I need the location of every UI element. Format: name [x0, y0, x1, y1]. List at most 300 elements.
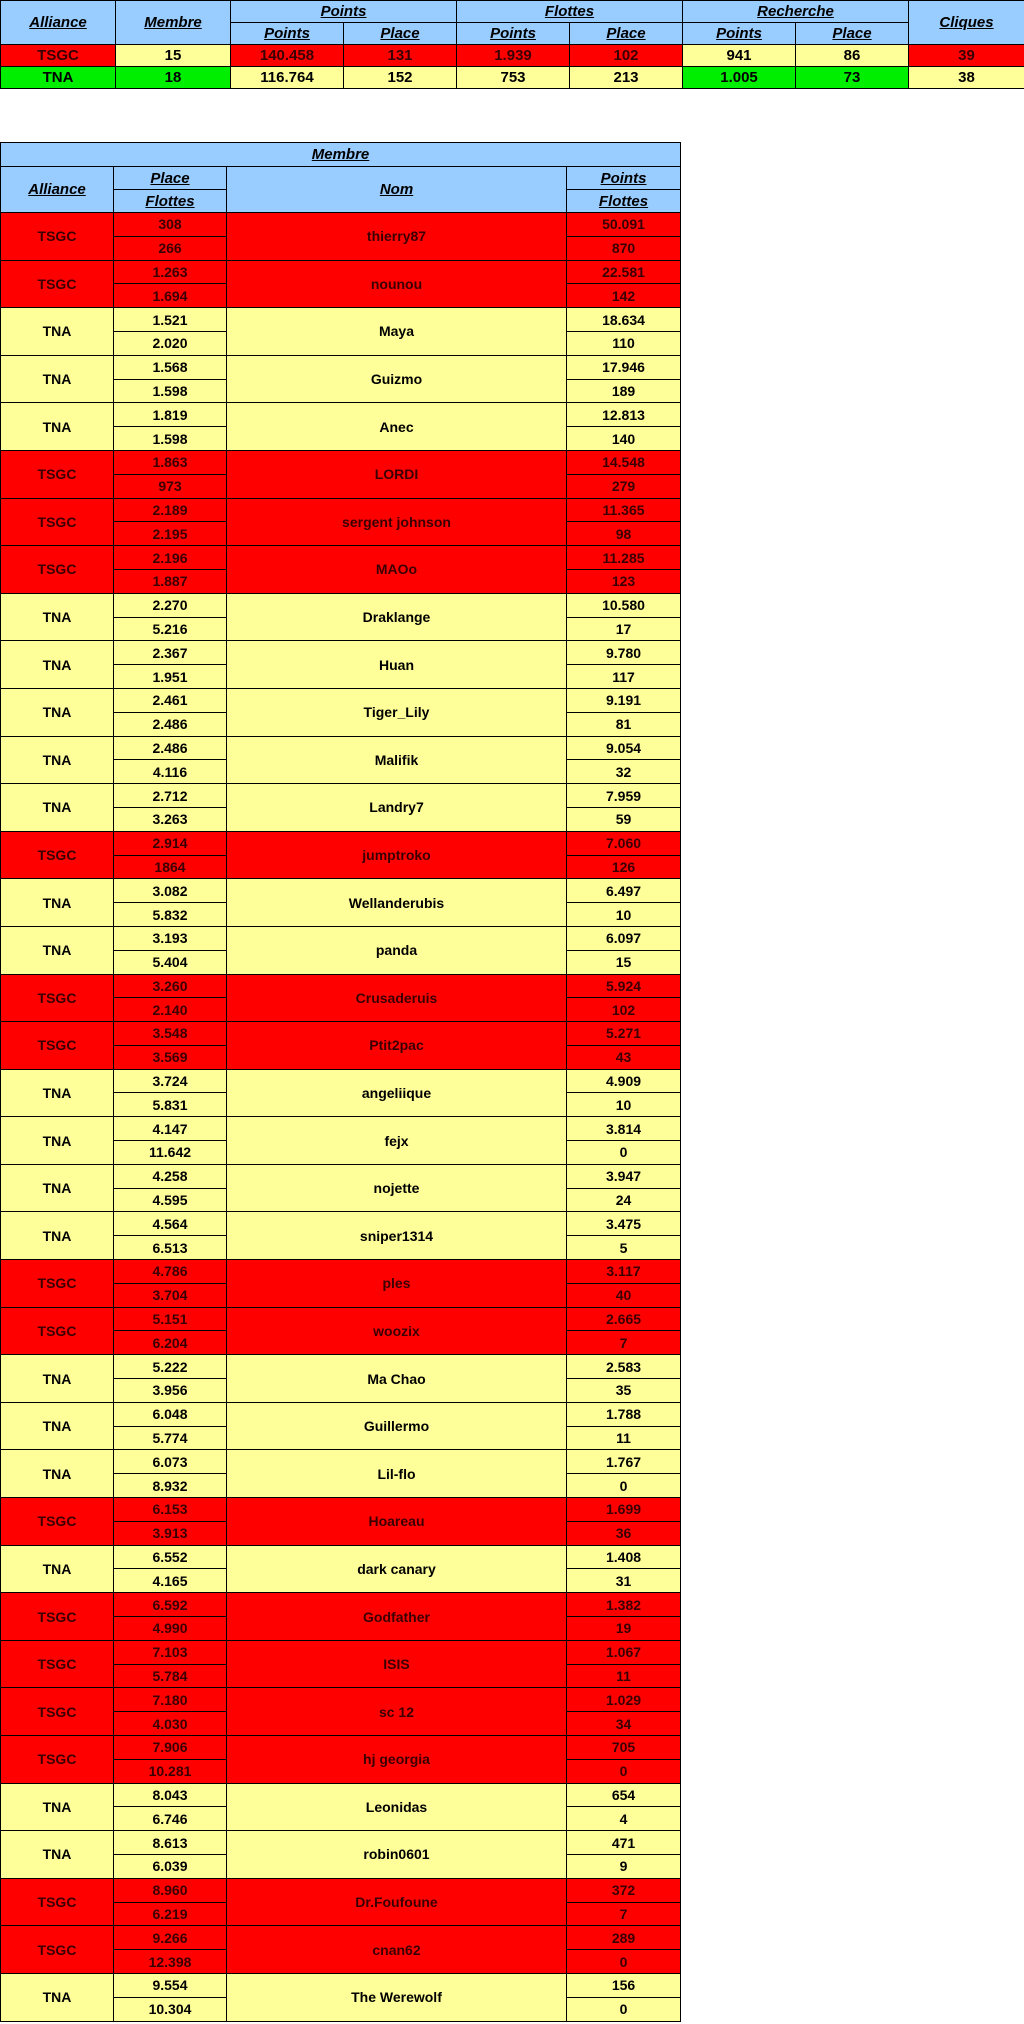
- member-alliance: TNA: [1, 879, 114, 927]
- member-name: nojette: [227, 1164, 567, 1212]
- member-alliance: TSGC: [1, 1640, 114, 1688]
- member-alliance: TNA: [1, 403, 114, 451]
- member-alliance: TSGC: [1, 974, 114, 1022]
- member-row: [1, 1022, 681, 1046]
- member-flottes-place: 10.281: [114, 1759, 227, 1783]
- member-points: 1.067: [567, 1640, 681, 1664]
- member-row: [1, 1926, 681, 1950]
- summary-header-membre: Membre: [116, 1, 231, 45]
- summary-recherche-place: 86: [796, 45, 909, 67]
- member-name: nounou: [227, 260, 567, 308]
- member-flottes-place: 3.704: [114, 1283, 227, 1307]
- member-points: 4.909: [567, 1069, 681, 1093]
- members-header-flottes-right: Flottes: [567, 190, 681, 213]
- member-place: 9.266: [114, 1926, 227, 1950]
- member-place: 6.552: [114, 1545, 227, 1569]
- member-flottes: 0: [567, 1141, 681, 1165]
- member-flottes: 142: [567, 284, 681, 308]
- member-alliance: TNA: [1, 736, 114, 784]
- member-points: 7.060: [567, 831, 681, 855]
- member-row: [1, 403, 681, 427]
- member-row: [1, 831, 681, 855]
- member-flottes-place: 2.486: [114, 712, 227, 736]
- member-place: 2.486: [114, 736, 227, 760]
- member-points: 471: [567, 1831, 681, 1855]
- members-header-flottes: Flottes: [114, 190, 227, 213]
- summary-header-points: Points: [231, 1, 457, 23]
- member-row: [1, 1260, 681, 1284]
- summary-alliance: TSGC: [1, 45, 116, 67]
- member-alliance: TNA: [1, 1212, 114, 1260]
- member-name: Landry7: [227, 784, 567, 832]
- member-points: 18.634: [567, 308, 681, 332]
- member-points: 2.583: [567, 1355, 681, 1379]
- member-name: The Werewolf: [227, 1973, 567, 2021]
- member-flottes-place: 2.195: [114, 522, 227, 546]
- member-name: Leonidas: [227, 1783, 567, 1831]
- member-flottes-place: 1.598: [114, 379, 227, 403]
- member-place: 2.270: [114, 593, 227, 617]
- member-place: 1.263: [114, 260, 227, 284]
- member-alliance: TSGC: [1, 1593, 114, 1641]
- member-place: 5.222: [114, 1355, 227, 1379]
- member-alliance: TSGC: [1, 1022, 114, 1070]
- summary-subheader-points: Points: [231, 23, 344, 45]
- member-points: 9.054: [567, 736, 681, 760]
- summary-flottes: 1.939: [457, 45, 570, 67]
- member-alliance: TNA: [1, 1450, 114, 1498]
- member-flottes: 34: [567, 1712, 681, 1736]
- member-flottes: 36: [567, 1521, 681, 1545]
- summary-recherche: 1.005: [683, 67, 796, 89]
- member-name: Draklange: [227, 593, 567, 641]
- member-points: 17.946: [567, 355, 681, 379]
- member-flottes: 110: [567, 331, 681, 355]
- member-place: 8.613: [114, 1831, 227, 1855]
- member-alliance: TSGC: [1, 831, 114, 879]
- member-flottes: 7: [567, 1331, 681, 1355]
- summary-flottes-place: 213: [570, 67, 683, 89]
- member-flottes-place: 1864: [114, 855, 227, 879]
- member-points: 1.788: [567, 1402, 681, 1426]
- member-flottes: 24: [567, 1188, 681, 1212]
- member-alliance: TSGC: [1, 1307, 114, 1355]
- summary-row-tna: [1, 67, 1024, 89]
- member-row: [1, 1640, 681, 1664]
- member-place: 8.043: [114, 1783, 227, 1807]
- member-flottes-place: 11.642: [114, 1141, 227, 1165]
- member-place: 3.260: [114, 974, 227, 998]
- member-alliance: TNA: [1, 784, 114, 832]
- member-place: 7.906: [114, 1736, 227, 1760]
- member-points: 11.285: [567, 546, 681, 570]
- summary-flottes-place: 102: [570, 45, 683, 67]
- member-flottes-place: 6.219: [114, 1902, 227, 1926]
- member-points: 3.117: [567, 1260, 681, 1284]
- summary-recherche: 941: [683, 45, 796, 67]
- member-alliance: TNA: [1, 688, 114, 736]
- member-points: 12.813: [567, 403, 681, 427]
- member-flottes: 31: [567, 1569, 681, 1593]
- member-alliance: TNA: [1, 1164, 114, 1212]
- member-flottes-place: 3.263: [114, 807, 227, 831]
- member-flottes: 11: [567, 1664, 681, 1688]
- member-name: Ptit2pac: [227, 1022, 567, 1070]
- member-row: [1, 1973, 681, 1997]
- member-place: 2.196: [114, 546, 227, 570]
- member-flottes: 17: [567, 617, 681, 641]
- member-points: 5.924: [567, 974, 681, 998]
- member-name: ples: [227, 1260, 567, 1308]
- member-place: 2.461: [114, 688, 227, 712]
- member-place: 4.564: [114, 1212, 227, 1236]
- member-name: Crusaderuis: [227, 974, 567, 1022]
- summary-subheader-points: Points: [683, 23, 796, 45]
- member-alliance: TNA: [1, 1069, 114, 1117]
- summary-points: 116.764: [231, 67, 344, 89]
- member-points: 7.959: [567, 784, 681, 808]
- member-flottes: 140: [567, 427, 681, 451]
- member-flottes: 117: [567, 665, 681, 689]
- member-flottes-place: 5.831: [114, 1093, 227, 1117]
- member-place: 4.258: [114, 1164, 227, 1188]
- member-name: Wellanderubis: [227, 879, 567, 927]
- member-place: 4.786: [114, 1260, 227, 1284]
- member-row: [1, 308, 681, 332]
- member-name: jumptroko: [227, 831, 567, 879]
- member-points: 22.581: [567, 260, 681, 284]
- summary-points-place: 131: [344, 45, 457, 67]
- member-name: Hoareau: [227, 1498, 567, 1546]
- member-row: [1, 1783, 681, 1807]
- member-flottes: 10: [567, 903, 681, 927]
- member-flottes: 7: [567, 1902, 681, 1926]
- summary-membre: 15: [116, 45, 231, 67]
- member-flottes-place: 5.832: [114, 903, 227, 927]
- member-row: [1, 1593, 681, 1617]
- member-alliance: TSGC: [1, 546, 114, 594]
- member-points: 1.767: [567, 1450, 681, 1474]
- members-header-alliance: Alliance: [1, 167, 114, 213]
- summary-row-tsgc: [1, 45, 1024, 67]
- member-row: [1, 1688, 681, 1712]
- member-points: 3.947: [567, 1164, 681, 1188]
- member-row: [1, 1164, 681, 1188]
- member-name: Anec: [227, 403, 567, 451]
- member-row: [1, 736, 681, 760]
- member-flottes-place: 6.513: [114, 1236, 227, 1260]
- member-flottes: 40: [567, 1283, 681, 1307]
- member-row: [1, 1212, 681, 1236]
- member-name: hj georgia: [227, 1736, 567, 1784]
- member-points: 1.382: [567, 1593, 681, 1617]
- member-flottes: 0: [567, 1950, 681, 1974]
- member-place: 2.189: [114, 498, 227, 522]
- member-row: [1, 926, 681, 950]
- member-flottes: 11: [567, 1426, 681, 1450]
- member-points: 6.497: [567, 879, 681, 903]
- member-alliance: TNA: [1, 308, 114, 356]
- alliance-summary-table: [0, 0, 1024, 89]
- summary-flottes: 753: [457, 67, 570, 89]
- member-flottes-place: 2.140: [114, 998, 227, 1022]
- member-place: 8.960: [114, 1878, 227, 1902]
- member-flottes-place: 1.951: [114, 665, 227, 689]
- member-name: MAOo: [227, 546, 567, 594]
- summary-header-recherche: Recherche: [683, 1, 909, 23]
- member-points: 50.091: [567, 213, 681, 237]
- member-flottes: 15: [567, 950, 681, 974]
- member-flottes-place: 10.304: [114, 1997, 227, 2021]
- member-alliance: TSGC: [1, 1688, 114, 1736]
- member-points: 6.097: [567, 926, 681, 950]
- member-row: [1, 1498, 681, 1522]
- member-name: Godfather: [227, 1593, 567, 1641]
- member-flottes-place: 5.216: [114, 617, 227, 641]
- member-row: [1, 784, 681, 808]
- member-flottes-place: 2.020: [114, 331, 227, 355]
- member-flottes: 5: [567, 1236, 681, 1260]
- member-place: 1.568: [114, 355, 227, 379]
- member-name: Guillermo: [227, 1402, 567, 1450]
- member-flottes-place: 1.887: [114, 569, 227, 593]
- member-alliance: TNA: [1, 1783, 114, 1831]
- member-flottes-place: 5.404: [114, 950, 227, 974]
- summary-alliance: TNA: [1, 67, 116, 89]
- member-place: 1.521: [114, 308, 227, 332]
- member-row: [1, 1402, 681, 1426]
- member-row: [1, 355, 681, 379]
- member-alliance: TSGC: [1, 1736, 114, 1784]
- summary-membre: 18: [116, 67, 231, 89]
- member-alliance: TSGC: [1, 450, 114, 498]
- member-flottes: 81: [567, 712, 681, 736]
- member-row: [1, 450, 681, 474]
- members-title: Membre: [1, 143, 681, 167]
- member-flottes: 98: [567, 522, 681, 546]
- member-alliance: TSGC: [1, 1260, 114, 1308]
- member-alliance: TNA: [1, 1402, 114, 1450]
- member-flottes: 59: [567, 807, 681, 831]
- member-alliance: TNA: [1, 926, 114, 974]
- summary-header-alliance: Alliance: [1, 1, 116, 45]
- member-points: 3.814: [567, 1117, 681, 1141]
- member-row: [1, 1355, 681, 1379]
- member-flottes: 870: [567, 236, 681, 260]
- member-name: ISIS: [227, 1640, 567, 1688]
- summary-points: 140.458: [231, 45, 344, 67]
- member-points: 3.475: [567, 1212, 681, 1236]
- member-place: 7.180: [114, 1688, 227, 1712]
- member-name: thierry87: [227, 213, 567, 261]
- member-alliance: TSGC: [1, 1498, 114, 1546]
- member-place: 6.073: [114, 1450, 227, 1474]
- member-flottes-place: 3.569: [114, 1045, 227, 1069]
- member-name: sergent johnson: [227, 498, 567, 546]
- member-points: 705: [567, 1736, 681, 1760]
- member-name: Ma Chao: [227, 1355, 567, 1403]
- member-alliance: TSGC: [1, 260, 114, 308]
- member-flottes: 43: [567, 1045, 681, 1069]
- summary-cliques: 39: [909, 45, 1024, 67]
- member-name: Malifik: [227, 736, 567, 784]
- member-alliance: TSGC: [1, 498, 114, 546]
- member-place: 6.592: [114, 1593, 227, 1617]
- member-flottes: 10: [567, 1093, 681, 1117]
- summary-subheader-points: Points: [457, 23, 570, 45]
- member-name: dark canary: [227, 1545, 567, 1593]
- member-name: Lil-flo: [227, 1450, 567, 1498]
- member-flottes-place: 6.039: [114, 1854, 227, 1878]
- member-row: [1, 1117, 681, 1141]
- member-name: Tiger_Lily: [227, 688, 567, 736]
- member-flottes: 9: [567, 1854, 681, 1878]
- member-flottes: 35: [567, 1379, 681, 1403]
- member-place: 6.048: [114, 1402, 227, 1426]
- member-row: [1, 260, 681, 284]
- member-row: [1, 974, 681, 998]
- member-row: [1, 1069, 681, 1093]
- member-points: 5.271: [567, 1022, 681, 1046]
- summary-recherche-place: 73: [796, 67, 909, 89]
- member-flottes: 0: [567, 1997, 681, 2021]
- member-name: angeliique: [227, 1069, 567, 1117]
- member-flottes-place: 6.746: [114, 1807, 227, 1831]
- member-flottes: 0: [567, 1474, 681, 1498]
- member-place: 7.103: [114, 1640, 227, 1664]
- member-name: sc 12: [227, 1688, 567, 1736]
- member-name: cnan62: [227, 1926, 567, 1974]
- member-row: [1, 688, 681, 712]
- member-alliance: TNA: [1, 1545, 114, 1593]
- summary-header-cliques: Cliques: [909, 1, 1024, 45]
- member-place: 2.712: [114, 784, 227, 808]
- member-alliance: TNA: [1, 355, 114, 403]
- member-points: 2.665: [567, 1307, 681, 1331]
- member-points: 372: [567, 1878, 681, 1902]
- member-flottes: 279: [567, 474, 681, 498]
- member-points: 1.408: [567, 1545, 681, 1569]
- summary-subheader-place: Place: [344, 23, 457, 45]
- member-row: [1, 1736, 681, 1760]
- member-points: 10.580: [567, 593, 681, 617]
- member-name: Dr.Foufoune: [227, 1878, 567, 1926]
- member-flottes-place: 12.398: [114, 1950, 227, 1974]
- member-flottes-place: 4.165: [114, 1569, 227, 1593]
- member-flottes-place: 5.784: [114, 1664, 227, 1688]
- member-flottes-place: 266: [114, 236, 227, 260]
- member-row: [1, 546, 681, 570]
- member-place: 3.082: [114, 879, 227, 903]
- member-row: [1, 593, 681, 617]
- member-place: 4.147: [114, 1117, 227, 1141]
- member-alliance: TNA: [1, 1355, 114, 1403]
- member-flottes: 0: [567, 1759, 681, 1783]
- member-name: Guizmo: [227, 355, 567, 403]
- member-points: 1.699: [567, 1498, 681, 1522]
- member-place: 3.193: [114, 926, 227, 950]
- member-flottes-place: 3.913: [114, 1521, 227, 1545]
- member-place: 2.367: [114, 641, 227, 665]
- member-flottes: 19: [567, 1617, 681, 1641]
- member-name: fejx: [227, 1117, 567, 1165]
- member-name: robin0601: [227, 1831, 567, 1879]
- member-points: 9.780: [567, 641, 681, 665]
- member-points: 289: [567, 1926, 681, 1950]
- member-flottes: 4: [567, 1807, 681, 1831]
- member-points: 14.548: [567, 450, 681, 474]
- member-flottes-place: 1.694: [114, 284, 227, 308]
- member-alliance: TSGC: [1, 1926, 114, 1974]
- member-row: [1, 1545, 681, 1569]
- member-name: LORDI: [227, 450, 567, 498]
- member-name: Maya: [227, 308, 567, 356]
- member-flottes: 123: [567, 569, 681, 593]
- member-flottes: 102: [567, 998, 681, 1022]
- member-flottes-place: 1.598: [114, 427, 227, 451]
- member-flottes: 126: [567, 855, 681, 879]
- member-flottes-place: 3.956: [114, 1379, 227, 1403]
- member-alliance: TNA: [1, 593, 114, 641]
- member-place: 2.914: [114, 831, 227, 855]
- summary-subheader-place: Place: [570, 23, 683, 45]
- member-points: 156: [567, 1973, 681, 1997]
- member-points: 9.191: [567, 688, 681, 712]
- member-alliance: TNA: [1, 1973, 114, 2021]
- member-place: 9.554: [114, 1973, 227, 1997]
- member-place: 1.819: [114, 403, 227, 427]
- member-row: [1, 213, 681, 237]
- member-points: 1.029: [567, 1688, 681, 1712]
- member-row: [1, 1450, 681, 1474]
- member-alliance: TSGC: [1, 213, 114, 261]
- member-flottes: 32: [567, 760, 681, 784]
- member-rows: [1, 213, 681, 2022]
- member-row: [1, 879, 681, 903]
- members-header-nom: Nom: [227, 167, 567, 213]
- member-place: 1.863: [114, 450, 227, 474]
- member-points: 11.365: [567, 498, 681, 522]
- member-name: sniper1314: [227, 1212, 567, 1260]
- summary-subheader-place: Place: [796, 23, 909, 45]
- member-row: [1, 641, 681, 665]
- members-header-points: Points: [567, 167, 681, 190]
- member-alliance: TNA: [1, 1831, 114, 1879]
- member-row: [1, 1307, 681, 1331]
- member-name: woozix: [227, 1307, 567, 1355]
- member-flottes-place: 6.204: [114, 1331, 227, 1355]
- summary-header-flottes: Flottes: [457, 1, 683, 23]
- member-alliance: TNA: [1, 1117, 114, 1165]
- member-place: 6.153: [114, 1498, 227, 1522]
- member-flottes: 189: [567, 379, 681, 403]
- member-place: 308: [114, 213, 227, 237]
- member-alliance: TSGC: [1, 1878, 114, 1926]
- member-flottes-place: 8.932: [114, 1474, 227, 1498]
- summary-cliques: 38: [909, 67, 1024, 89]
- member-flottes-place: 5.774: [114, 1426, 227, 1450]
- member-place: 3.724: [114, 1069, 227, 1093]
- member-place: 3.548: [114, 1022, 227, 1046]
- member-name: Huan: [227, 641, 567, 689]
- member-flottes-place: 4.595: [114, 1188, 227, 1212]
- member-alliance: TNA: [1, 641, 114, 689]
- member-name: panda: [227, 926, 567, 974]
- member-place: 5.151: [114, 1307, 227, 1331]
- summary-points-place: 152: [344, 67, 457, 89]
- member-row: [1, 498, 681, 522]
- member-flottes-place: 4.116: [114, 760, 227, 784]
